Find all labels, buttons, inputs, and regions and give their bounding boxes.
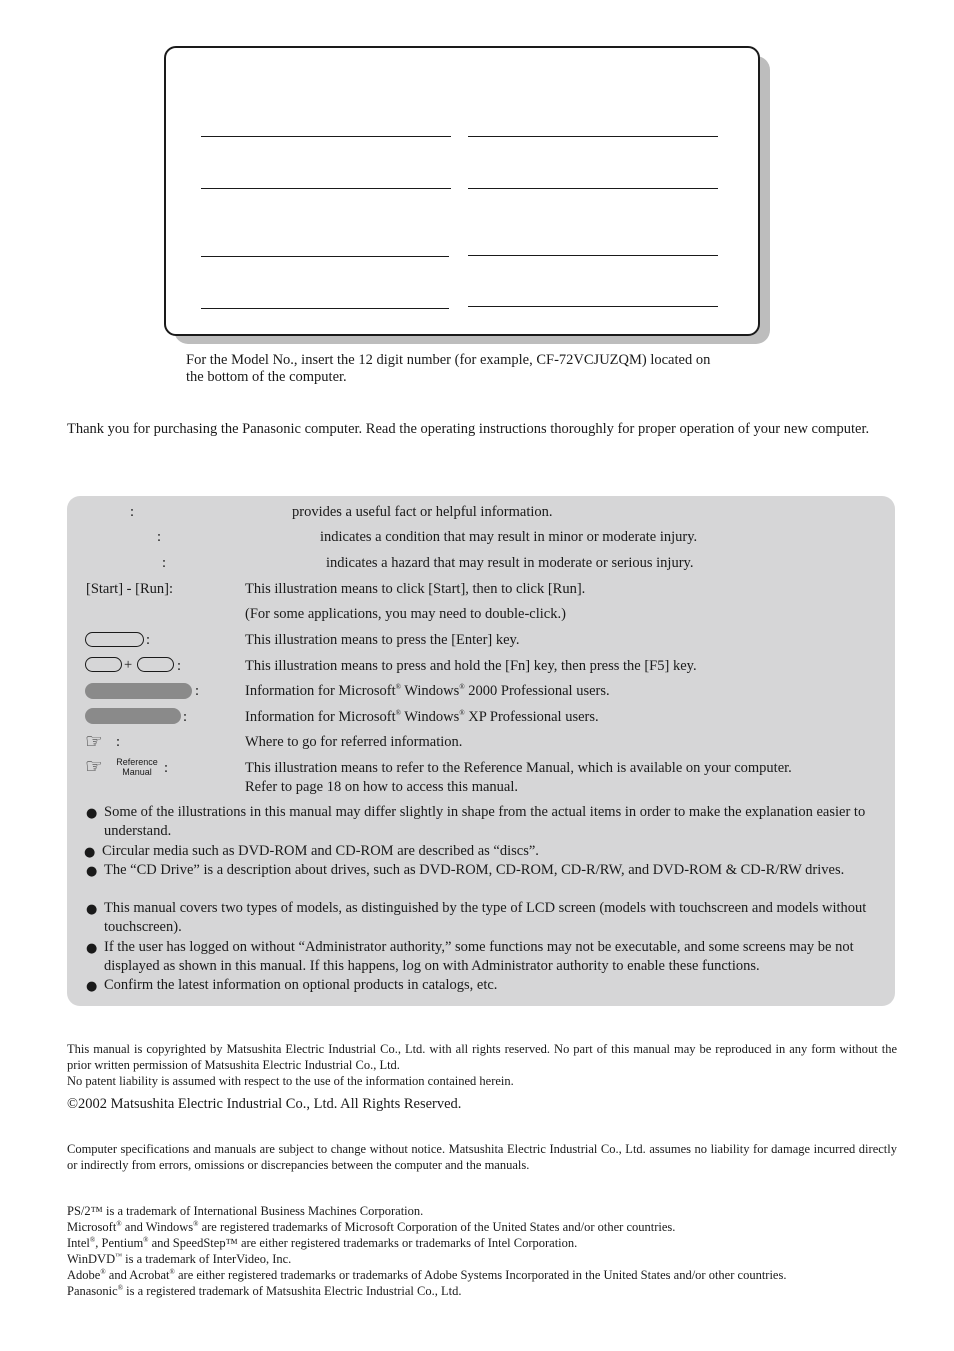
bullet-item: Confirm the latest information on optional products in catalogs, etc. [104, 977, 498, 993]
record-field-line[interactable] [468, 136, 718, 137]
win2000-colon: : [195, 683, 200, 699]
refmanual-desc2: Refer to page 18 on how to access this manual. [245, 779, 519, 795]
refer-colon: : [116, 734, 121, 750]
trademark-adobe: Adobe® and Acrobat® are either registered trademarks or trademarks of Adobe Systems Incorporated in the United States and/or other countries. [67, 1267, 787, 1282]
copyright-paragraph: This manual is copyrighted by Matsushita Electric Industrial Co., Ltd. with all rights reserved. No part of this manual may be reproduced in any form without the prior written permission of Matsushita Electric Industrial Co., Ltd. [67, 1042, 897, 1072]
trademark-microsoft: Microsoft® and Windows® are registered trademarks of Microsoft Corporation of the United States and/or other countries. [67, 1219, 676, 1234]
winxp-colon: : [183, 709, 188, 725]
record-field-line[interactable] [468, 188, 718, 189]
f5-key-icon [137, 657, 174, 672]
bullet-item: This manual covers two types of models, as distinguished by the type of LCD screen (models with touchscreen and models without touchscreen). [104, 900, 867, 935]
trademark-panasonic: Panasonic® is a registered trademark of Matsushita Electric Industrial Co., Ltd. [67, 1283, 462, 1298]
enter-desc: This illustration means to press the [Enter] key. [245, 632, 520, 648]
bullet-icon: ● [86, 902, 98, 917]
warning-desc: indicates a hazard that may result in moderate or serious injury. [326, 555, 694, 571]
plus-sign: + [124, 657, 133, 673]
record-field-line[interactable] [201, 188, 451, 189]
pointing-hand-icon: ☞ [85, 729, 103, 753]
bullet-icon: ● [86, 864, 98, 879]
record-field-line[interactable] [201, 256, 449, 257]
winxp-desc: Information for Microsoft® Windows® XP Professional users. [245, 709, 599, 725]
start-run-desc2: (For some applications, you may need to double-click.) [245, 606, 566, 622]
note-colon: : [130, 504, 135, 520]
record-field-line[interactable] [201, 136, 451, 137]
caution-desc: indicates a condition that may result in minor or moderate injury. [320, 529, 698, 545]
trademark-ps2: PS/2™ is a trademark of International Business Machines Corporation. [67, 1204, 424, 1218]
disclaimer-paragraph: Computer specifications and manuals are subject to change without notice. Matsushita Electric Industrial Co., Ltd. assumes no liability for damage incurred directly or indirectly from errors, omissions or discrepancies between the computer and the manuals. [67, 1142, 897, 1172]
windows-xp-badge [85, 708, 181, 724]
patent-paragraph: No patent liability is assumed with respect to the use of the information contained herein. [67, 1074, 514, 1088]
manual-label: Manual [122, 767, 152, 777]
copyright-line: ©2002 Matsushita Electric Industrial Co., Ltd. All Rights Reserved. [67, 1096, 462, 1112]
enter-colon: : [146, 632, 151, 648]
fnf5-colon: : [177, 658, 182, 674]
model-note-line2: the bottom of the computer. [186, 369, 347, 385]
windows-2000-badge [85, 683, 192, 699]
bullet-item: The “CD Drive” is a description about drives, such as DVD-ROM, CD-ROM, CD-R/RW, and DVD-ROM & CD-R/RW drives. [104, 862, 845, 878]
fn-key-icon [85, 657, 122, 672]
refmanual-colon: : [164, 760, 169, 776]
record-field-line[interactable] [201, 308, 449, 309]
record-box [164, 46, 760, 336]
intro-paragraph: Thank you for purchasing the Panasonic computer. Read the operating instructions thoroughly for proper operation of your new computer. [67, 421, 870, 437]
bullet-icon: ● [86, 979, 98, 994]
refer-desc: Where to go for referred information. [245, 734, 463, 750]
warning-colon: : [162, 555, 167, 571]
record-field-line[interactable] [468, 255, 718, 256]
trademark-intel: Intel®, Pentium® and SpeedStep™ are either registered trademarks or trademarks of Intel Corporation. [67, 1235, 578, 1250]
refmanual-desc1: This illustration means to refer to the Reference Manual, which is available on your computer. [245, 760, 792, 776]
bullet-item: If the user has logged on without “Administrator authority,” some functions may not be executable, and some screens may be not displayed as shown in this manual. If this happens, log on with Administrator authority to enable these functions. [104, 939, 854, 974]
bullet-item: Circular media such as DVD-ROM and CD-ROM are described as “discs”. [102, 843, 539, 859]
bullet-icon: ● [84, 845, 96, 860]
bullet-icon: ● [86, 941, 98, 956]
enter-key-icon [85, 632, 144, 647]
model-note-line1: For the Model No., insert the 12 digit number (for example, CF-72VCJUZQM) located on [186, 352, 711, 368]
reference-label: Reference [116, 757, 158, 767]
bullet-item: Some of the illustrations in this manual may differ slightly in shape from the actual items in order to make the explanation easier to understand. [104, 804, 866, 839]
reference-manual-icon: ☞ [85, 754, 103, 778]
note-desc: provides a useful fact or helpful information. [292, 504, 553, 520]
start-run-desc: This illustration means to click [Start], then to click [Run]. [245, 581, 586, 597]
win2000-desc: Information for Microsoft® Windows® 2000 Professional users. [245, 683, 610, 699]
record-field-line[interactable] [468, 306, 718, 307]
trademark-windvd: WinDVD™ is a trademark of InterVideo, Inc. [67, 1251, 292, 1266]
start-run-label: [Start] - [Run]: [86, 581, 173, 597]
fnf5-desc: This illustration means to press and hold the [Fn] key, then press the [F5] key. [245, 658, 697, 674]
bullet-icon: ● [86, 806, 98, 821]
caution-colon: : [157, 529, 162, 545]
